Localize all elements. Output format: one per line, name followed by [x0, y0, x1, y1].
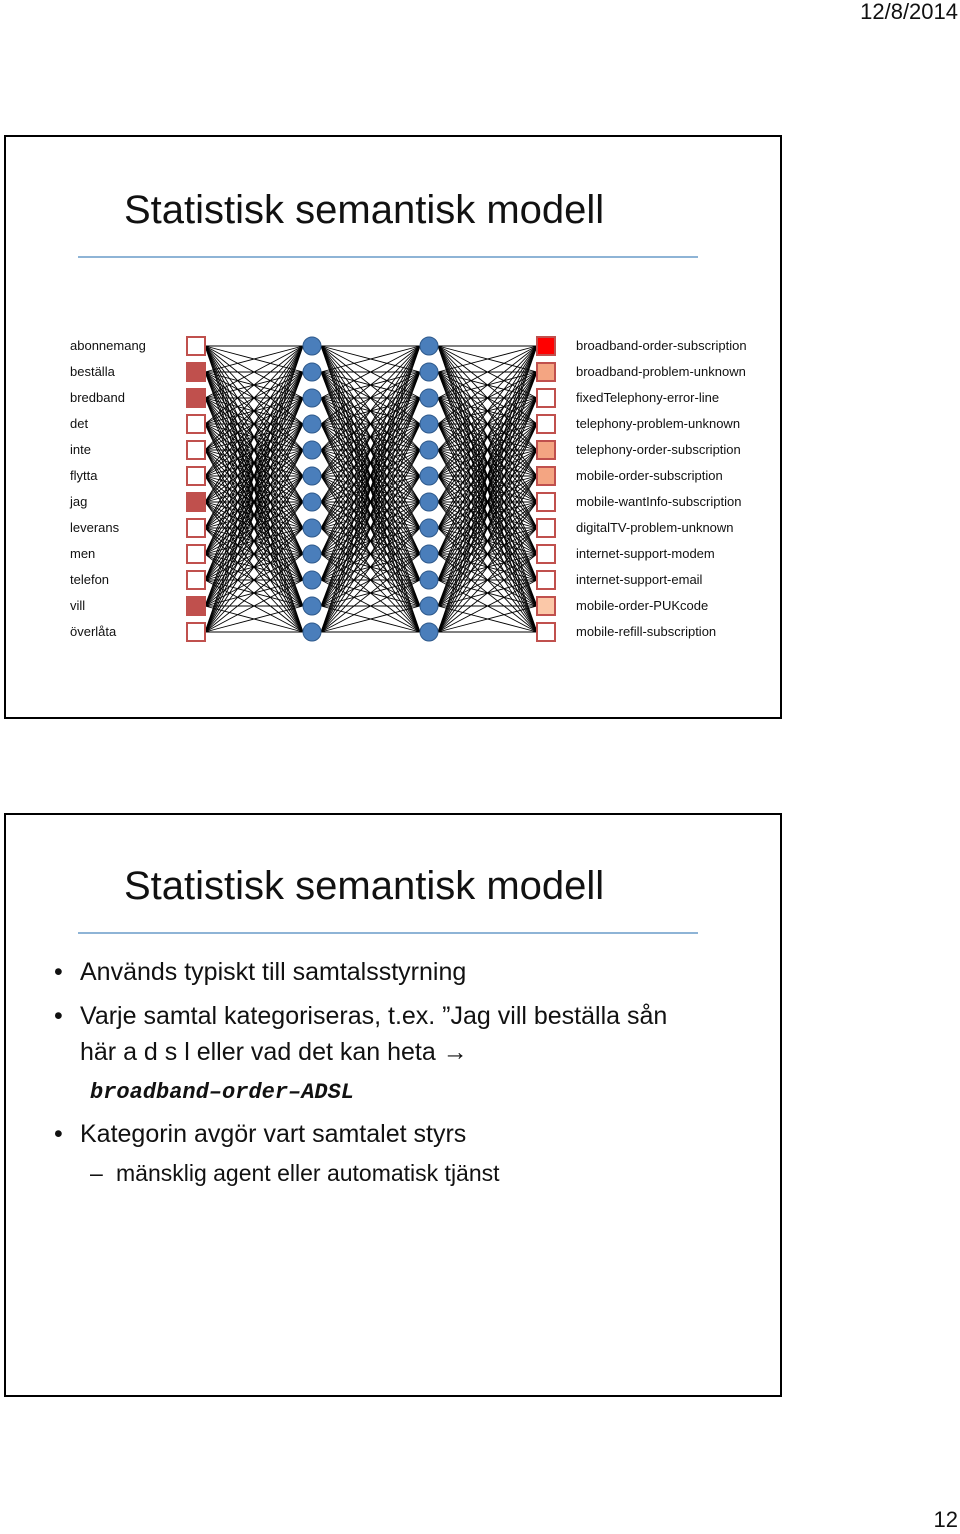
output-node — [537, 389, 555, 407]
sub-bullet-dash: – — [90, 1160, 103, 1186]
input-word-label: leverans — [70, 520, 120, 535]
output-category-label: fixedTelephony-error-line — [576, 390, 720, 405]
hidden-node — [303, 519, 321, 537]
bullet-text: Används typiskt till samtalsstyrning — [80, 958, 467, 986]
hidden-node — [303, 337, 321, 355]
hidden-node — [303, 571, 321, 589]
hidden-node — [420, 337, 438, 355]
output-category-label: mobile-wantInfo-subscription — [576, 494, 742, 509]
bullet-dot: • — [54, 958, 63, 986]
hidden-node — [420, 467, 438, 485]
output-category-label: broadband-problem-unknown — [576, 364, 746, 379]
hidden-node — [303, 597, 321, 615]
output-node — [537, 597, 555, 615]
hidden-node — [420, 519, 438, 537]
hidden-node — [420, 545, 438, 563]
output-node — [537, 467, 555, 485]
hidden-node — [303, 389, 321, 407]
hidden-node — [303, 467, 321, 485]
input-word-label: beställa — [70, 364, 115, 379]
input-node — [187, 623, 205, 641]
hidden-node — [303, 363, 321, 381]
output-node — [537, 493, 555, 511]
input-word-label: inte — [70, 442, 91, 457]
output-category-label: digitalTV-problem-unknown — [576, 520, 734, 535]
hidden-node — [420, 493, 438, 511]
connections — [205, 346, 537, 632]
output-node — [537, 415, 555, 433]
input-word-label: men — [70, 546, 96, 561]
input-node — [187, 441, 205, 459]
slide-title: Statistisk semantisk modell — [124, 864, 605, 908]
input-word-label: bredband — [70, 390, 125, 405]
output-node — [537, 571, 555, 589]
sub-bullet-text: mänsklig agent eller automatisk tjänst — [116, 1160, 500, 1186]
hidden-node — [303, 415, 321, 433]
output-category-label: mobile-order-subscription — [576, 468, 723, 483]
input-node — [187, 545, 205, 563]
category-code: broadband–order–ADSL — [90, 1080, 355, 1105]
slide-title: Statistisk semantisk modell — [124, 188, 605, 232]
input-word-label: överlåta — [70, 624, 117, 639]
output-node — [537, 363, 555, 381]
slide-neural-network — [4, 135, 782, 719]
input-word-label: abonnemang — [70, 338, 146, 353]
hidden-node — [420, 363, 438, 381]
bullet-dot: • — [54, 1002, 63, 1030]
input-word-label: vill — [70, 598, 86, 613]
bullet-text: Kategorin avgör vart samtalet styrs — [80, 1120, 467, 1148]
hidden-node — [420, 441, 438, 459]
input-node — [187, 467, 205, 485]
input-node — [187, 519, 205, 537]
output-category-label: internet-support-modem — [576, 546, 715, 561]
input-node — [187, 363, 205, 381]
bullet-text: Varje samtal kategoriseras, t.ex. ”Jag vill beställa sån — [80, 1002, 668, 1030]
input-word-label: telefon — [70, 572, 110, 587]
input-node — [187, 597, 205, 615]
page-number: 12 — [933, 1507, 958, 1532]
hidden-node — [420, 623, 438, 641]
hidden-node — [303, 493, 321, 511]
input-node — [187, 337, 205, 355]
output-category-label: mobile-order-PUKcode — [576, 598, 709, 613]
input-word-label: det — [70, 416, 89, 431]
output-category-label: telephony-problem-unknown — [576, 416, 741, 431]
input-node — [187, 493, 205, 511]
hidden-node — [420, 597, 438, 615]
input-node — [187, 571, 205, 589]
input-node — [187, 389, 205, 407]
output-category-label: internet-support-email — [576, 572, 703, 587]
output-node — [537, 545, 555, 563]
hidden-node — [303, 623, 321, 641]
input-word-label: flytta — [70, 468, 98, 483]
slide-usage — [4, 813, 782, 1397]
hidden-node — [420, 415, 438, 433]
input-node — [187, 415, 205, 433]
bullet-text: här a d s l eller vad det kan heta → — [80, 1038, 468, 1066]
output-node — [537, 337, 555, 355]
hidden-node — [303, 441, 321, 459]
output-category-label: broadband-order-subscription — [576, 338, 747, 353]
bullet-dot: • — [54, 1120, 63, 1148]
output-node — [537, 623, 555, 641]
output-category-label: telephony-order-subscription — [576, 442, 741, 457]
title-underline — [78, 932, 698, 934]
hidden-node — [303, 545, 321, 563]
hidden-node — [420, 571, 438, 589]
input-word-label: jag — [70, 494, 88, 509]
output-category-label: mobile-refill-subscription — [576, 624, 717, 639]
header-date: 12/8/2014 — [860, 0, 958, 24]
output-node — [537, 519, 555, 537]
hidden-node — [420, 389, 438, 407]
output-node — [537, 441, 555, 459]
